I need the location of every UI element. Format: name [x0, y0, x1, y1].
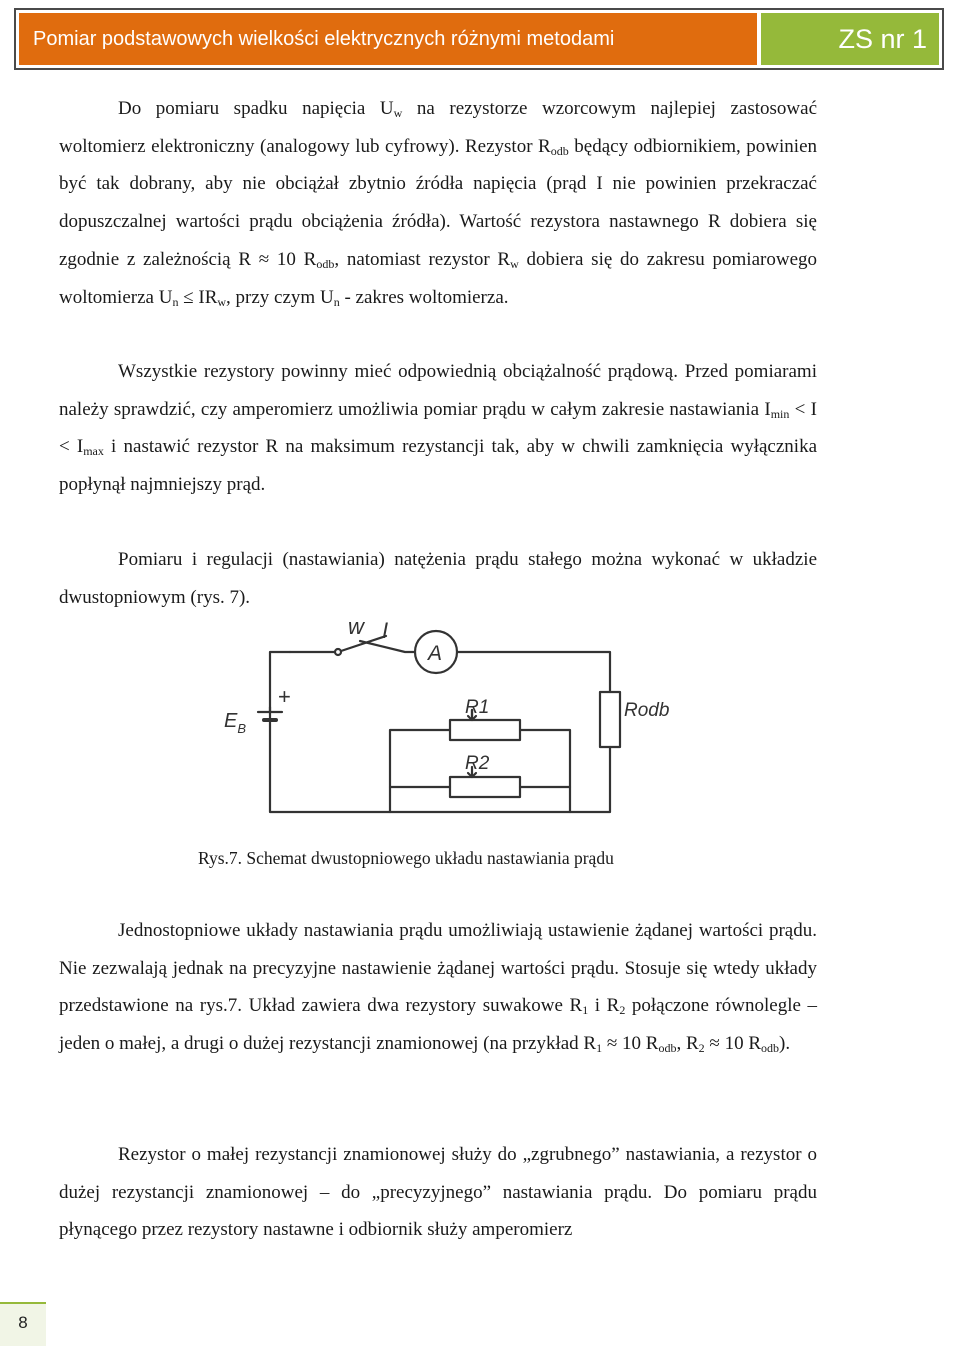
- switch-label: w: [348, 614, 364, 639]
- page-header: [14, 8, 944, 70]
- current-label: I: [382, 618, 389, 643]
- paragraph-single-stage: Jednostopniowe układy nastawiania prądu umożliwiają ustawienie żądanej wartości prądu. Nie zezwalają jednak na precyzyjne nastawienie żądanej wartości prądu. Stosuje się wtedy układy przedstawione na rys.7. Układ zawiera dwa rezystory suwakowe $R_1$ i $R_2$ połączone równolegle – jeden o małej, a drugi o dużej rezystancji znamionowej (na przykład $R_1 \approx 10$ $R_{odb}$, $R_2 \approx 10$ $R_{odb}$).: [59, 920, 818, 1056]
- circuit-diagram: [210, 612, 670, 832]
- ammeter-label: A: [428, 642, 443, 665]
- switch-contact-icon: [335, 649, 341, 655]
- page-number: 8: [18, 1313, 28, 1332]
- load-resistor-icon: [600, 692, 620, 747]
- paragraph-voltmeter: Do pomiaru spadku napięcia $U_w$ na rezystorze wzorcowym najlepiej zastosować woltomierz elektroniczny (analogowy lub cyfrowy). Rezystor $R_{odb}$ będący odbiornikiem, powinien być tak dobrany, aby nie obciążał zbytnio źródła napięcia (prąd I nie powinien przekraczać dopuszczalnej wartości prądu obciążenia źródła). Wartość rezystora nastawnego R dobiera się zgodnie z zależnością R ≈ 10 $R_{odb}$, natomiast rezystor $R_w$ dobiera się do zakresu pomiarowego woltomierza $U_n \le IR_w$, przy czym $U_n$ - zakres woltomierza.: [59, 98, 818, 309]
- r1-resistor-icon: [450, 720, 520, 740]
- paragraph-intro-figure: Pomiaru i regulacji (nastawiania) natężenia prądu stałego można wykonać w układzie dwustopniowym (rys. 7).: [59, 549, 817, 608]
- load-label: Rodb: [624, 700, 670, 721]
- figure-caption: Rys.7. Schemat dwustopniowego układu nastawiania prądu: [198, 848, 614, 868]
- battery-plus-label: +: [278, 684, 291, 709]
- paragraph-resistors: Wszystkie rezystory powinny mieć odpowiednią obciążalność prądową. Przed pomiarami należy sprawdzić, czy amperomierz umożliwia pomiar prądu w całym zakresie nastawiania $I_{min} < I < I_{max}$ i nastawić rezystor R na maksimum rezystancji tak, aby w chwili zamknięcia wyłącznika popłynął najmniejszy prąd.: [59, 361, 817, 496]
- r1-label: R1: [465, 697, 490, 718]
- header-doc-id: ZS nr 1: [761, 13, 939, 65]
- header-title: Pomiar podstawowych wielkości elektrycznych różnymi metodami: [19, 13, 757, 65]
- paragraph-coarse-fine: Rezystor o małej rezystancji znamionowej służy do „zgrubnego” nastawiania, a rezystor o dużej rezystancji znamionowej – do „precyzyjnego” nastawiania prądu. Do pomiaru prądu płynącego przez rezystory nastawne i odbiornik służy amperomierz: [59, 1144, 817, 1241]
- circuit-wire-ammeter-to-load: [457, 652, 610, 692]
- page-number-box: [0, 1302, 46, 1346]
- r2-resistor-icon: [450, 777, 520, 797]
- r2-label: R2: [465, 753, 490, 774]
- source-label: $E_B$: [224, 710, 247, 736]
